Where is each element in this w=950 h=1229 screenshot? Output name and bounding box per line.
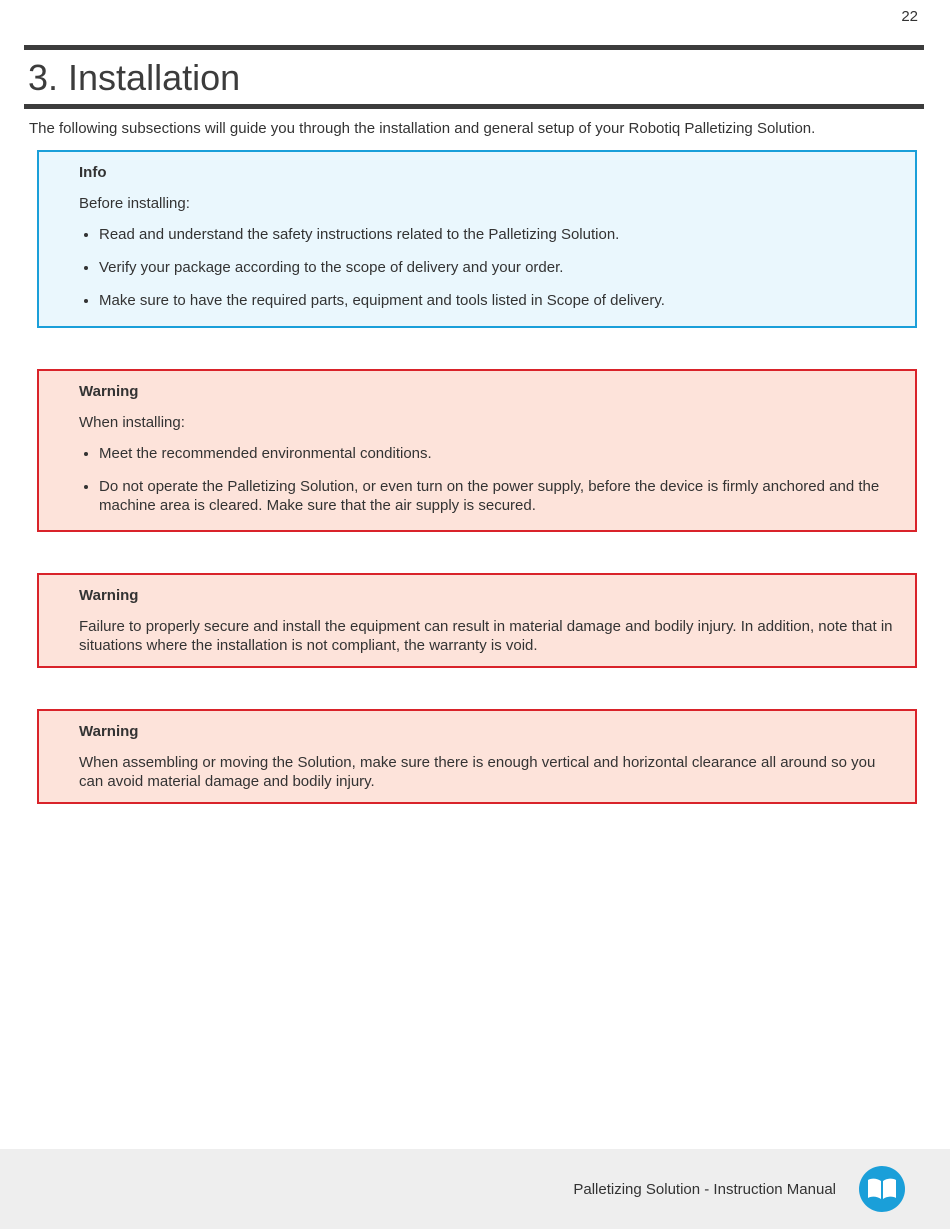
book-icon[interactable] bbox=[859, 1166, 905, 1212]
warning-box-heading: Warning bbox=[79, 723, 139, 740]
title-rule-top bbox=[24, 45, 924, 50]
warning-box-clearance bbox=[37, 709, 917, 804]
warning-box-secure-install bbox=[37, 573, 917, 668]
warning-box-lead: When installing: bbox=[79, 414, 185, 431]
list-item: • Verify your package according to the scope of delivery and your order. bbox=[99, 258, 893, 277]
info-box-lead: Before installing: bbox=[79, 195, 190, 212]
warning-box-text: When assembling or moving the Solution, make sure there is enough vertical and horizontal clearance all around so you can avoid material damage and bodily injury. bbox=[79, 754, 876, 790]
warning-box-installing bbox=[37, 369, 917, 532]
footer-manual-title: Palletizing Solution - Instruction Manual bbox=[573, 1181, 836, 1198]
info-box bbox=[37, 150, 917, 328]
list-item: • Make sure to have the required parts, equipment and tools listed in Scope of delivery. bbox=[99, 291, 893, 310]
info-box-list bbox=[79, 225, 893, 310]
title-rule-bottom bbox=[24, 104, 924, 109]
page-footer bbox=[0, 1149, 950, 1229]
list-item: • Meet the recommended environmental conditions. bbox=[99, 444, 893, 463]
warning-box-text: Failure to properly secure and install the equipment can result in material damage and bodily injury. In addition, note that in situations where the installation is not compliant, the warranty is void. bbox=[79, 618, 893, 654]
book-icon-graphic bbox=[866, 1175, 898, 1203]
warning-box-heading: Warning bbox=[79, 587, 139, 604]
warning-box-list bbox=[79, 444, 893, 515]
list-item: • Do not operate the Palletizing Solution, or even turn on the power supply, before the device is firmly anchored and the machine area is cleared. Make sure that the air supply is secured. bbox=[99, 477, 893, 515]
page-title: 3. Installation bbox=[28, 57, 241, 98]
list-item: • Read and understand the safety instructions related to the Palletizing Solution. bbox=[99, 225, 893, 244]
intro-paragraph: The following subsections will guide you through the installation and general setup of your Robotiq Palletizing Solution. bbox=[29, 120, 816, 137]
info-box-heading: Info bbox=[79, 164, 107, 181]
page-number: 22 bbox=[901, 8, 918, 25]
warning-box-heading: Warning bbox=[79, 383, 139, 400]
